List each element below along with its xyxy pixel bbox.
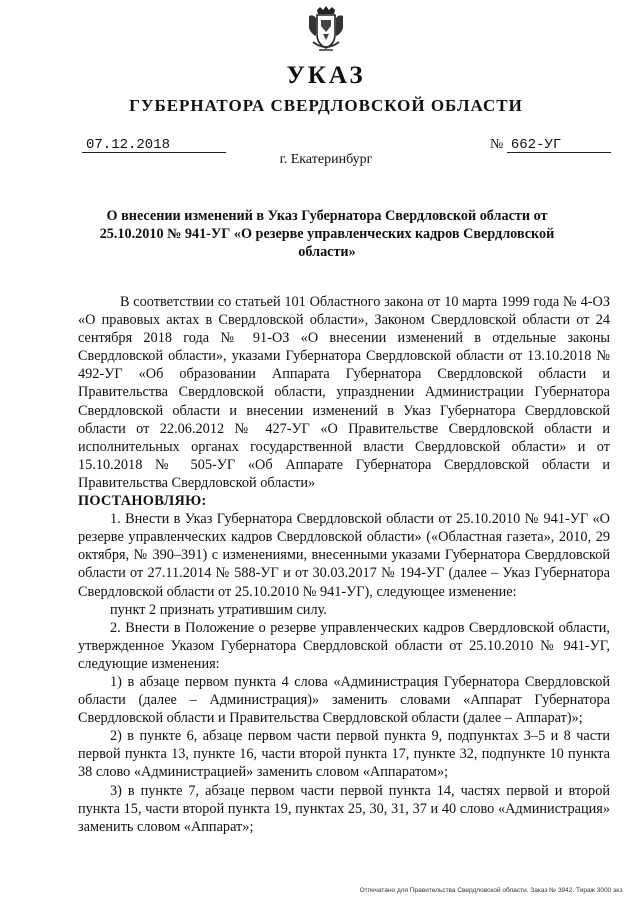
decree-date: 07.12.2018 (82, 138, 226, 153)
decree-number: 662-УГ (507, 138, 611, 153)
print-footer: Отпечатано для Правительства Свердловской области. Заказ № 3942. Тираж 3000 экз. (359, 887, 624, 894)
decree-number-block (490, 138, 611, 153)
preamble-paragraph: В соответствии со статьей 101 Областного закона от 10 марта 1999 года № 4-ОЗ «О правовых актах в Свердловской области», Законом Свердловской области от 24 сентября 2018 года № 91-ОЗ «О внесении изменений в отдельные законы Свердловской области», указами Губернатора Свердловской области от 13.10.2018 № 492-УГ «Об образовании Аппарата Губернатора Свердловской области и Правительства Свердловской области, упразднении Администрации Губернатора Свердловской области и внесении изменений в Указ Губернатора Свердловской области от 22.06.2012 № 427-УГ «О Правительстве Свердловской области и исполнительных органах государственной власти Свердловской области» и от 15.10.2018 № 505-УГ «Об Аппарате Губернатора Свердловской области и Правительства Свердловской области» (78, 294, 610, 491)
decree-subject: О внесении изменений в Указ Губернатора Свердловской области от 25.10.2010 № 941-УГ «О резерве управленческих кадров Свердловской области» (99, 208, 555, 260)
item-2-3-paragraph: 3) в пункте 7, абзаце первом части первой пункта 14, частях первой и второй пункта 15, части второй пункта 19, пунктах 25, 30, 31, 37 и 40 слово «Администрация» заменить словом «Аппарат»; (78, 782, 610, 835)
item-1-subparagraph: пункт 2 признать утратившим силу. (110, 601, 327, 618)
issuer-title: ГУБЕРНАТОРА СВЕРДЛОВСКОЙ ОБЛАСТИ (129, 96, 523, 115)
coat-of-arms-emblem (305, 6, 347, 54)
item-2-paragraph: 2. Внести в Положение о резерве управленческих кадров Свердловской области, утвержденное Указом Губернатора Свердловской области от 25.10.2010 № 941-УГ, следующие изменения: (78, 619, 610, 672)
item-1-paragraph: 1. Внести в Указ Губернатора Свердловской области от 25.10.2010 № 941-УГ «О резерве управленческих кадров Свердловской области» («Областная газета», 2010, 29 октября, № 390–391) с изменениями, внесенными указами Губернатора Свердловской области от 27.11.2014 № 588-УГ и от 30.03.2017 № 194-УГ (далее – Указ Губернатора Свердловской области от 25.10.2010 № 941-УГ), следующее изменение: (78, 511, 610, 600)
number-sign: № (490, 137, 504, 152)
document-type-title: УКАЗ (286, 62, 366, 89)
item-2-1-paragraph: 1) в абзаце первом пункта 4 слова «Администрация Губернатора Свердловской области (далее – Администрация)» заменить словами «Аппарат Губернатора Свердловской области и Правительства Свердловской области (далее – Аппарат)»; (78, 673, 610, 727)
decree-statement: ПОСТАНОВЛЯЮ: (78, 493, 207, 510)
city-label: г. Екатеринбург (279, 152, 373, 167)
decree-body (78, 293, 610, 836)
item-2-2-paragraph: 2) в пункте 6, абзаце первом части первой пункта 9, подпунктах 3–5 и 8 части первой пункта 13, пункте 16, части второй пункта 17, пункте 32, подпункте 10 пункта 38 слово «Администрацией» заменить словом «Аппаратом»; (78, 728, 610, 781)
